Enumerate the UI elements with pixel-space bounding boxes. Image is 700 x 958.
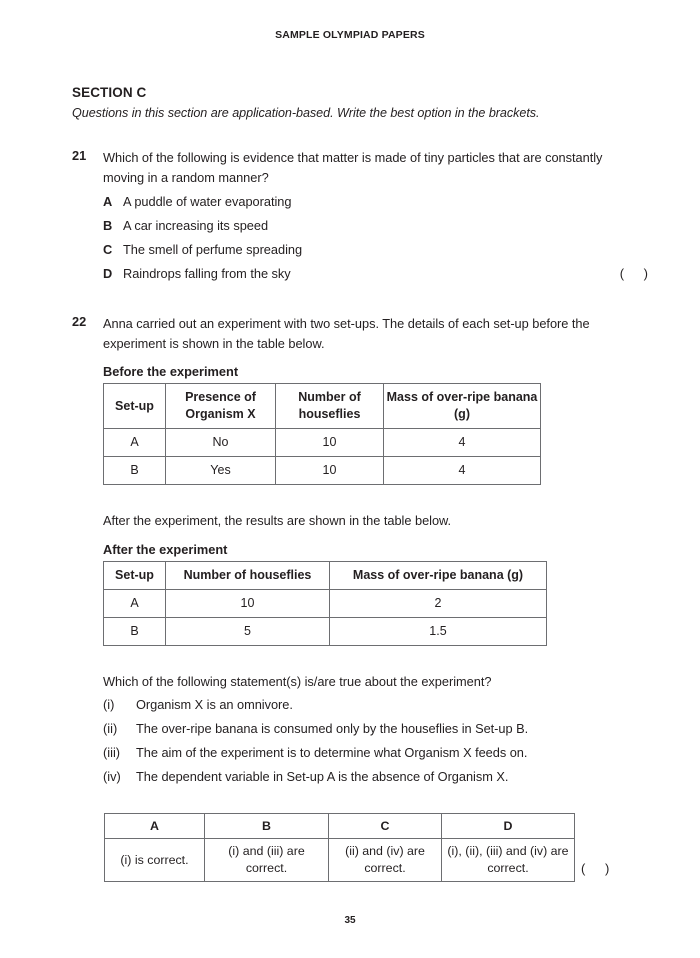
page-content [72,85,656,882]
option-b-text: A car increasing its speed [123,218,269,233]
option-c-letter: C [103,242,113,257]
cell-setup: A [104,429,166,457]
answer-choice-block [103,813,628,882]
option-a-letter: A [103,194,113,209]
table-row [104,429,541,457]
column-header-mass-banana: Mass of over-ripe banana (g) [330,561,547,589]
answer-header-a: A [105,814,205,839]
question-22 [72,314,628,882]
statement-i [103,693,628,717]
statement-ii [103,717,628,741]
statement-iii-text: The aim of the experiment is to determine what Organism X feeds on. [136,745,528,760]
question-21-answer-brackets[interactable]: ( ) [619,266,656,281]
cell-presence: No [166,429,276,457]
cell-houseflies: 10 [276,457,384,485]
statement-i-text: Organism X is an omnivore. [136,697,293,712]
answer-choice-table [104,813,575,882]
statement-iv-text: The dependent variable in Set-up A is the absence of Organism X. [136,769,509,784]
table-header-row [104,384,541,429]
option-b-letter: B [103,218,113,233]
question-22-body [103,314,628,882]
cell-mass: 4 [384,457,541,485]
cell-setup: B [104,457,166,485]
cell-houseflies: 10 [166,589,330,617]
before-experiment-heading: Before the experiment [103,364,239,379]
after-experiment-heading: After the experiment [103,541,228,557]
question-21-stem: Which of the following is evidence that matter is made of tiny particles that are constantly moving in a random manner? [103,150,603,185]
answer-header-d: D [442,814,575,839]
column-header-number-houseflies: Number of houseflies [166,561,330,589]
statement-iv-label: (iv) [103,769,121,784]
option-d-text: Raindrops falling from the sky [123,266,291,281]
answer-header-row [105,814,575,839]
question-22-answer-brackets[interactable]: ( ) [581,861,618,876]
statement-iii [103,741,628,765]
question-21 [72,148,656,286]
cell-setup: B [104,617,166,645]
answer-option-a[interactable]: (i) is correct. [105,839,205,882]
answer-option-c[interactable]: (ii) and (iv) are correct. [329,839,442,882]
statement-i-label: (i) [103,697,115,712]
question-21-number: 21 [72,148,87,163]
answer-value-row [105,839,575,882]
option-d[interactable] [103,262,656,286]
answer-option-b[interactable]: (i) and (iii) are correct. [205,839,329,882]
statement-iii-label: (iii) [103,745,121,760]
cell-presence: Yes [166,457,276,485]
question-22-stem: Anna carried out an experiment with two set-ups. The details of each set-up before the experiment is shown in the table below. [103,316,590,351]
column-header-setup: Set-up [104,384,166,429]
option-a[interactable] [103,190,628,214]
statement-ii-text: The over-ripe banana is consumed only by the houseflies in Set-up B. [136,721,529,736]
cell-mass: 4 [384,429,541,457]
statement-ii-label: (ii) [103,721,118,736]
option-c[interactable] [103,238,628,262]
after-experiment-table [103,561,547,646]
page-number: 35 [344,915,356,926]
option-d-letter: D [103,266,113,281]
question-21-body [103,148,656,286]
statement-prompt: Which of the following statement(s) is/are true about the experiment? [103,673,492,689]
before-experiment-table [103,383,541,485]
table-row [104,457,541,485]
option-a-text: A puddle of water evaporating [123,194,292,209]
running-head: SAMPLE OLYMPIAD PAPERS [275,29,425,41]
after-experiment-intro: After the experiment, the results are shown in the table below. [103,513,452,528]
table-header-row [104,561,547,589]
section-instruction: Questions in this section are application-based. Write the best option in the brackets. [72,106,540,120]
column-header-number-houseflies: Number of houseflies [276,384,384,429]
section-title: SECTION C [72,85,147,100]
cell-setup: A [104,589,166,617]
table-row [104,589,547,617]
statement-list [103,693,628,789]
table-row [104,617,547,645]
answer-header-b: B [205,814,329,839]
cell-houseflies: 5 [166,617,330,645]
column-header-presence-organism-x: Presence of Organism X [166,384,276,429]
option-b[interactable] [103,214,628,238]
option-c-text: The smell of perfume spreading [123,242,303,257]
answer-header-c: C [329,814,442,839]
statement-iv [103,765,628,789]
question-22-number: 22 [72,314,87,329]
answer-option-d[interactable]: (i), (ii), (iii) and (iv) are correct. [442,839,575,882]
column-header-mass-banana: Mass of over-ripe banana (g) [384,384,541,429]
question-21-options [103,190,656,286]
cell-houseflies: 10 [276,429,384,457]
cell-mass: 2 [330,589,547,617]
cell-mass: 1.5 [330,617,547,645]
column-header-setup: Set-up [104,561,166,589]
